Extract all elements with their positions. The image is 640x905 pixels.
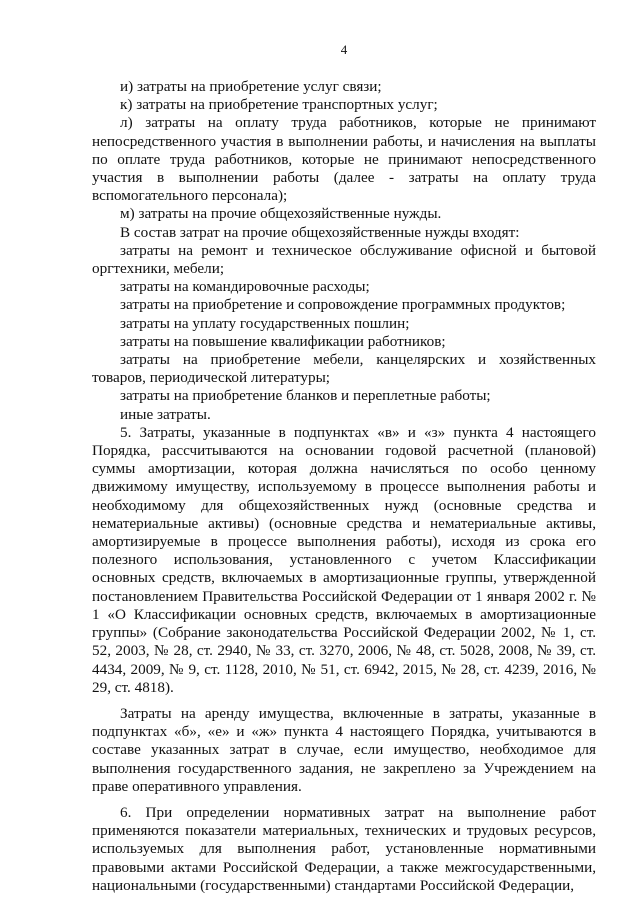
list-item-k: к) затраты на приобретение транспортных услуг; xyxy=(120,96,438,114)
general-needs-item: иные затраты. xyxy=(120,405,211,423)
general-needs-item: затраты на приобретение бланков и переплетные работы; xyxy=(120,387,491,405)
list-item-m: м) затраты на прочие общехозяйственные нужды. xyxy=(120,205,442,223)
general-needs-item: затраты на командировочные расходы; xyxy=(120,278,370,296)
section-6-paragraph: 6. При определении нормативных затрат на выполнение работ применяются показатели материальных, технических и трудовых ресурсов, используемых для выполнения работ, установленные нормативными правовыми актами Российской Федерации, а также межгосударственными, национальными (государственными) стандартами Российской Федерации, xyxy=(92,803,596,894)
rent-costs-paragraph: Затраты на аренду имущества, включенные в затраты, указанные в подпунктах «б», «е» и «ж» пункта 4 настоящего Порядка, учитываются в составе указанных затрат в случае, если имущество, необходимое для выполнения государственного задания, не закреплено за Учреждением на праве оперативного управления. xyxy=(92,704,596,795)
page-number: 4 xyxy=(340,42,348,57)
list-item-l: л) затраты на оплату труда работников, которые не принимают непосредственного участия в выполнении работы, и начисления на выплаты по оплате труда работников, которые не принимают непосредственного участия в выполнении работы (далее - затраты на оплату труда вспомогательного персонала); xyxy=(92,114,596,205)
general-needs-item: затраты на повышение квалификации работников; xyxy=(120,332,446,350)
document-body xyxy=(92,78,596,895)
general-needs-item: затраты на уплату государственных пошлин; xyxy=(120,314,410,332)
general-needs-intro: В состав затрат на прочие общехозяйственные нужды входят: xyxy=(120,223,520,241)
section-5-paragraph: 5. Затраты, указанные в подпунктах «в» и «з» пункта 4 настоящего Порядка, рассчитываются на основании годовой расчетной (плановой) суммы амортизации, которая должна начисляться по особо ценному движимому имуществу, используемому в процессе выполнения работы и необходимому для общехозяйственных нужд (основные средства и нематериальные активы) (основные средства и нематериальные активы, амортизируемые в процессе выполнения работы), исходя из срока его полезного использования, установленного с учетом Классификации основных средств, включаемых в амортизационные группы, утвержденной постановлением Правительства Российской Федерации от 1 января 2002 г. № 1 «О Классификации основных средств, включаемых в амортизационные группы» (Собрание законодательства Российской Федерации 2002, № 1, ст. 52, 2003, № 28, ст. 2940, № 33, ст. 3270, 2006, № 48, ст. 5028, 2008, № 39, ст. 4434, 2009, № 9, ст. 1128, 2010, № 51, ст. 6942, 2015, № 28, ст. 4239, 2016, № 29, ст. 4818). xyxy=(92,423,596,696)
general-needs-item: затраты на ремонт и техническое обслуживание офисной и бытовой оргтехники, мебели; xyxy=(92,241,596,278)
general-needs-item: затраты на приобретение и сопровождение программных продуктов; xyxy=(120,296,566,314)
list-item-i: и) затраты на приобретение услуг связи; xyxy=(120,78,382,95)
general-needs-item: затраты на приобретение мебели, канцелярских и хозяйственных товаров, периодической литературы; xyxy=(92,351,596,387)
